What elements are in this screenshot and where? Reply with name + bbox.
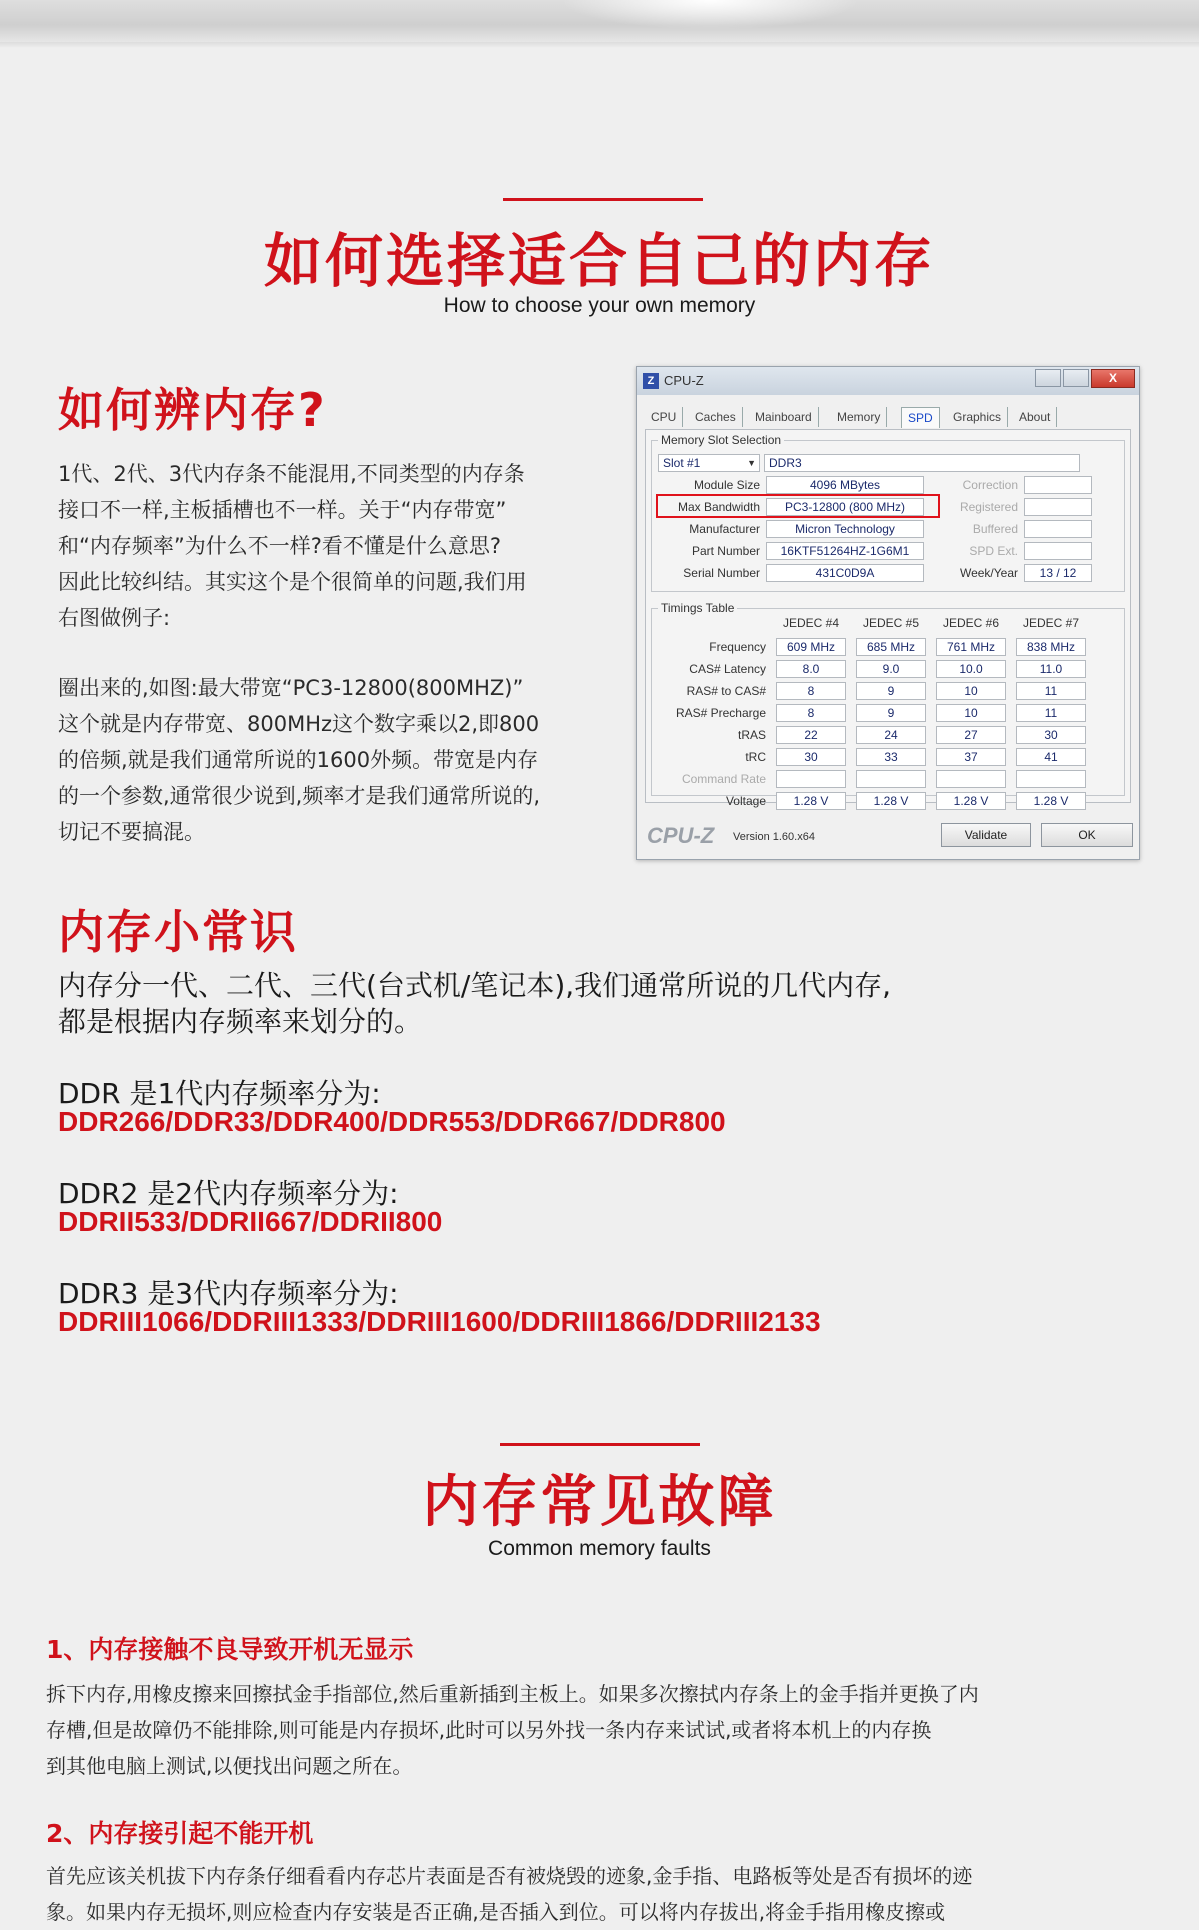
timing-cell: 685 MHz [856,638,926,656]
maximize-icon[interactable] [1063,369,1089,387]
timing-cell: 9 [856,704,926,722]
timing-cell: 838 MHz [1016,638,1086,656]
timing-cell: 10 [936,704,1006,722]
timing-header: JEDEC #5 [862,616,920,630]
timing-cell: 1.28 V [776,792,846,810]
timing-cell: 1.28 V [856,792,926,810]
row-right-value [1024,476,1092,494]
tab-caches[interactable]: Caches [689,407,743,427]
timing-cell: 9.0 [856,660,926,678]
timing-cell: 609 MHz [776,638,846,656]
row-value: 4096 MBytes [766,476,924,494]
slot-value: Slot #1 [663,456,701,470]
cpuz-app-icon: Z [643,373,659,389]
highlight-box [656,494,940,518]
row-right-value [1024,542,1092,560]
memory-type: DDR3 [764,454,1080,472]
section-title: 如何选择适合自己的内存 [263,227,935,295]
timing-row-label: RAS# to CAS# [686,684,766,698]
text-line: 的一个参数,通常很少说到,频率才是我们通常所说的, [58,784,541,808]
fault-paragraph [46,1858,1146,1930]
timing-cell: 41 [1016,748,1086,766]
timing-row-label: RAS# Precharge [675,706,766,720]
ddr1-values: DDR266/DDR33/DDR400/DDR553/DDR667/DDR800 [58,1106,726,1137]
section-subtitle: Common memory faults [488,1537,711,1560]
row-value: PC3-12800 (800 MHz) [766,498,924,516]
ddr2-values: DDRII533/DDRII667/DDRII800 [58,1206,443,1237]
cpuz-spd-panel [645,429,1131,808]
tab-mainboard[interactable]: Mainboard [749,407,819,427]
timing-cell: 1.28 V [936,792,1006,810]
text-line: 这个就是内存带宽、800MHz这个数字乘以2,即800 [58,712,540,736]
timing-cell: 11 [1016,704,1086,722]
text-line: 首先应该关机拔下内存条仔细看看内存芯片表面是否有被烧毁的迹象,金手指、电路板等处是否有损坏的迹 [46,1864,973,1888]
fault-heading: 2、内存接引起不能开机 [46,1819,314,1848]
timing-cell: 1.28 V [1016,792,1086,810]
top-banner-strip [0,0,1199,42]
fault-paragraph [46,1676,1146,1784]
text-line: 1代、2代、3代内存条不能混用,不同类型的内存条 [58,462,525,486]
tab-about[interactable]: About [1013,407,1057,427]
cpuz-titlebar [637,367,1139,395]
row-right-label: Buffered [972,522,1018,536]
timing-cell: 10 [936,682,1006,700]
timing-row-label: Voltage [725,794,766,808]
row-right-label: Correction [962,478,1018,492]
text-line: 因此比较纠结。其实这个是个很简单的问题,我们用 [58,570,527,594]
timing-cell: 761 MHz [936,638,1006,656]
timing-cell: 10.0 [936,660,1006,678]
text-line: 和“内存频率”为什么不一样?看不懂是什么意思? [58,534,502,558]
timing-cell: 30 [776,748,846,766]
close-icon[interactable]: X [1091,369,1135,388]
validate-button[interactable]: Validate [941,823,1031,847]
ddr3-values: DDRIII1066/DDRIII1333/DDRIII1600/DDRIII1866/DDRIII2133 [58,1306,821,1337]
timings-group-title: Timings Table [658,601,737,615]
title-rule [500,1443,700,1446]
timing-cell: 11 [1016,682,1086,700]
timing-cell [776,770,846,788]
timing-header: JEDEC #6 [942,616,1000,630]
cpuz-footer-logo: CPU-Z [647,823,715,848]
tips-heading: 内存小常识 [58,905,298,959]
timing-header: JEDEC #4 [782,616,840,630]
timing-row-label: Frequency [709,640,766,654]
text-line: 右图做例子: [58,606,171,630]
timing-cell: 8 [776,704,846,722]
timing-cell: 30 [1016,726,1086,744]
row-label: Max Bandwidth [677,500,760,514]
cpuz-window [636,366,1140,860]
text-line: 象。如果内存无损坏,则应检查内存安装是否正确,是否插入到位。可以将内存拔出,将金手指用橡皮擦或 [46,1900,946,1924]
row-label: Serial Number [683,566,760,580]
timing-cell [936,770,1006,788]
timing-cell: 9 [856,682,926,700]
tips-intro-line: 都是根据内存频率来划分的。 [58,1005,423,1038]
ddr3-label: DDR3 是3代内存频率分为: [58,1277,399,1310]
cpuz-version: Version 1.60.x64 [733,831,815,843]
tab-spd[interactable]: SPD [901,407,940,428]
text-line: 到其他电脑上测试,以便找出问题之所在。 [46,1754,413,1778]
timing-header: JEDEC #7 [1022,616,1080,630]
timing-cell [856,770,926,788]
chevron-down-icon: ▼ [747,458,756,468]
ddr2-label: DDR2 是2代内存频率分为: [58,1177,399,1210]
timing-row-label: Command Rate [681,772,766,786]
timing-cell: 24 [856,726,926,744]
row-value: 16KTF51264HZ-1G6M1 [766,542,924,560]
timing-row-label: tRAS [737,728,766,742]
timing-cell: 8 [776,682,846,700]
section-title: 内存常见故障 [422,1470,777,1535]
row-right-value [1024,498,1092,516]
slot-group-title: Memory Slot Selection [658,433,784,447]
row-right-label: Week/Year [959,566,1018,580]
row-label: Module Size [693,478,760,492]
identify-heading: 如何辨内存? [58,383,327,437]
text-line: 接口不一样,主板插槽也不一样。关于“内存带宽” [58,498,507,522]
row-right-label: SPD Ext. [969,544,1018,558]
text-line: 存槽,但是故障仍不能排除,则可能是内存损坏,此时可以另外找一条内存来试试,或者将本机上的内存换 [46,1718,932,1742]
row-label: Part Number [691,544,760,558]
tips-intro-line: 内存分一代、二代、三代(台式机/笔记本),我们通常所说的几代内存, [58,969,892,1002]
timing-row-label: tRC [745,750,766,764]
slot-select[interactable] [658,454,760,472]
ddr1-label: DDR 是1代内存频率分为: [58,1077,381,1110]
minimize-icon[interactable] [1035,369,1061,387]
row-right-label: Registered [959,500,1018,514]
timing-cell: 8.0 [776,660,846,678]
identify-paragraph-2 [58,670,628,850]
banner-shadow [0,42,1199,48]
row-right-value: 13 / 12 [1024,564,1092,582]
row-label: Manufacturer [689,522,760,536]
cpuz-title: CPU-Z [664,373,704,388]
identify-paragraph-1 [58,456,618,636]
tab-cpu[interactable]: CPU [645,407,683,427]
fault-heading: 1、内存接触不良导致开机无显示 [46,1635,414,1664]
row-value: 431C0D9A [766,564,924,582]
section-subtitle: How to choose your own memory [443,294,756,317]
text-line: 圈出来的,如图:最大带宽“PC3-12800(800MHZ)” [58,676,524,700]
tab-memory[interactable]: Memory [831,407,887,427]
timing-cell: 22 [776,726,846,744]
ok-button[interactable]: OK [1041,823,1133,847]
timing-cell: 11.0 [1016,660,1086,678]
title-rule [503,198,703,201]
text-line: 的倍频,就是我们通常所说的1600外频。带宽是内存 [58,748,539,772]
timing-cell: 33 [856,748,926,766]
banner-highlight [560,0,860,30]
timing-cell: 27 [936,726,1006,744]
timing-cell [1016,770,1086,788]
timing-row-label: CAS# Latency [689,662,766,676]
row-right-value [1024,520,1092,538]
row-value: Micron Technology [766,520,924,538]
timings-group [651,608,1125,796]
text-line: 拆下内存,用橡皮擦来回擦拭金手指部位,然后重新插到主板上。如果多次擦拭内存条上的金手指并更换了内 [46,1682,979,1706]
text-line: 切记不要搞混。 [58,820,205,844]
tab-graphics[interactable]: Graphics [947,407,1008,427]
timing-cell: 37 [936,748,1006,766]
